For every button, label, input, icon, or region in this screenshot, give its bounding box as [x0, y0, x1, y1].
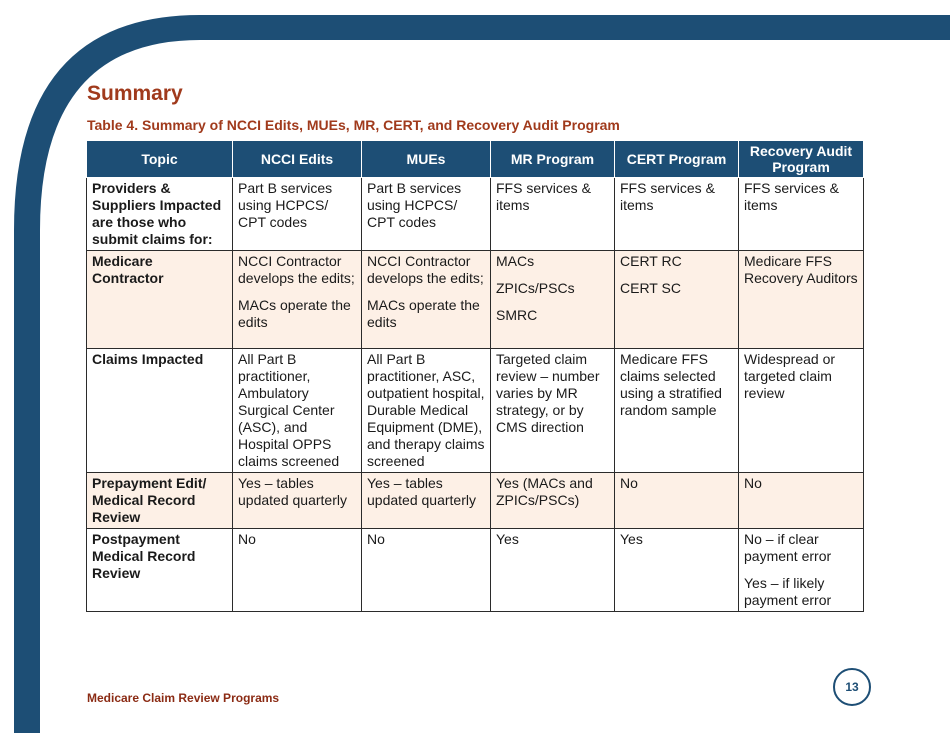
cell-line: CERT RC	[620, 253, 682, 269]
table-cell: Yes (MACs and ZPICs/PSCs)	[491, 473, 615, 529]
cell-line: MACs	[496, 253, 535, 269]
table-row	[87, 349, 864, 473]
table-cell: No	[233, 529, 362, 612]
table-cell: All Part B practitioner, Ambulatory Surgical Center (ASC), and Hospital OPPS claims screened	[233, 349, 362, 473]
header-cert-program: CERT Program	[615, 141, 739, 178]
table-cell: Yes	[615, 529, 739, 612]
table-row	[87, 251, 864, 349]
table-cell: All Part B practitioner, ASC, outpatient hospital, Durable Medical Equipment (DME), and therapy claims screened	[362, 349, 491, 473]
header-mues: MUEs	[362, 141, 491, 178]
table-cell: Part B services using HCPCS/ CPT codes	[233, 178, 362, 251]
table-cell: Yes – tables updated quarterly	[362, 473, 491, 529]
table-cell: Widespread or targeted claim review	[739, 349, 864, 473]
cell-line: ZPICs/PSCs	[496, 280, 575, 296]
cell-line: MACs operate the edits	[367, 297, 480, 330]
table-cell: FFS services & items	[491, 178, 615, 251]
cell-line: Yes – if likely payment error	[744, 575, 832, 608]
summary-table	[86, 140, 864, 612]
header-mr-program: MR Program	[491, 141, 615, 178]
table-cell: Part B services using HCPCS/ CPT codes	[362, 178, 491, 251]
table-cell: No	[362, 529, 491, 612]
table-cell	[739, 529, 864, 612]
cell-line: NCCI Contractor develops the edits;	[367, 253, 484, 286]
header-ncci-edits: NCCI Edits	[233, 141, 362, 178]
header-recovery-audit-program: Recovery Audit Program	[739, 141, 864, 178]
page-title: Summary	[87, 82, 183, 105]
cell-line: No – if clear payment error	[744, 531, 832, 564]
table-cell	[491, 251, 615, 349]
footer-title: Medicare Claim Review Programs	[87, 691, 280, 705]
table-cell: Medicare FFS claims selected using a stratified random sample	[615, 349, 739, 473]
row-topic: Providers & Suppliers Impacted are those who submit claims for:	[87, 178, 233, 251]
table-cell: FFS services & items	[739, 178, 864, 251]
table-cell: FFS services & items	[615, 178, 739, 251]
table-header-row	[87, 141, 864, 178]
table-cell: Medicare FFS Recovery Auditors	[739, 251, 864, 349]
table-cell	[362, 251, 491, 349]
table-row	[87, 473, 864, 529]
table-cell: No	[739, 473, 864, 529]
row-topic: Prepayment Edit/ Medical Record Review	[87, 473, 233, 529]
row-topic: Claims Impacted	[87, 349, 233, 473]
table-cell: Yes	[491, 529, 615, 612]
table-cell	[233, 251, 362, 349]
table-row	[87, 178, 864, 251]
table-cell: No	[615, 473, 739, 529]
header-topic: Topic	[87, 141, 233, 178]
page-number-badge: 13	[833, 668, 871, 706]
cell-line: CERT SC	[620, 280, 681, 296]
cell-line: SMRC	[496, 307, 538, 323]
table-cell	[615, 251, 739, 349]
table-cell: Yes – tables updated quarterly	[233, 473, 362, 529]
cell-line: NCCI Contractor develops the edits;	[238, 253, 355, 286]
cell-line: MACs operate the edits	[238, 297, 351, 330]
row-topic: Postpayment Medical Record Review	[87, 529, 233, 612]
table-caption: Table 4. Summary of NCCI Edits, MUEs, MR, CERT, and Recovery Audit Program	[87, 117, 620, 133]
row-topic: Medicare Contractor	[87, 251, 233, 349]
table-cell: Targeted claim review – number varies by MR strategy, or by CMS direction	[491, 349, 615, 473]
table-row	[87, 529, 864, 612]
